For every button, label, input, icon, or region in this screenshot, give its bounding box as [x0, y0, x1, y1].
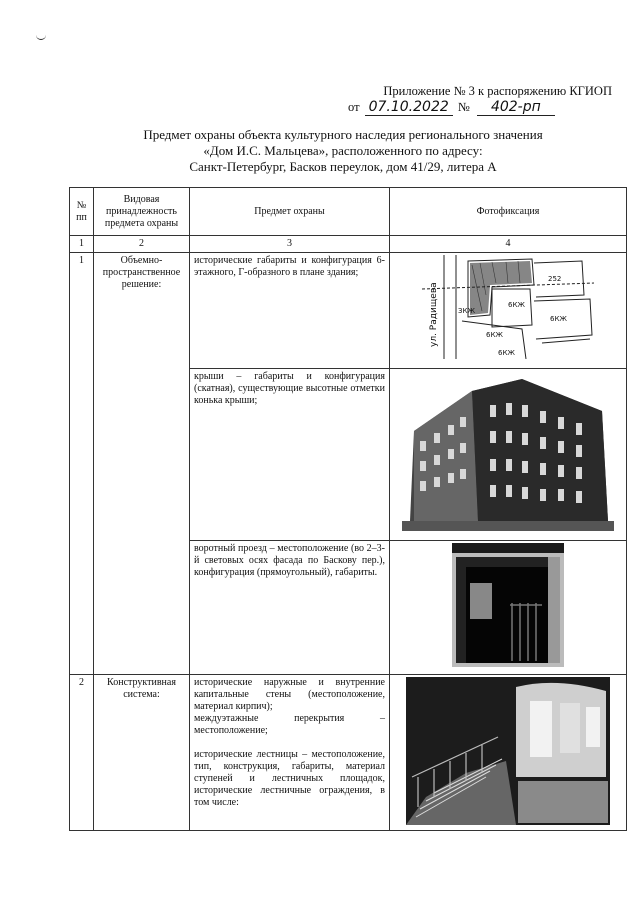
photo-cell-gateway [390, 541, 627, 675]
gateway-photo [452, 543, 564, 667]
map-plot-code: ЗКЖ [458, 307, 475, 315]
column-number: 3 [190, 236, 390, 253]
header-type: Видовая принадлежность предмета охраны [94, 188, 190, 236]
subject-item: исторические габариты и конфигурация 6-этажного, Г-образного в плане здания; [190, 253, 390, 369]
photo-cell-roof [390, 369, 627, 541]
column-number: 1 [70, 236, 94, 253]
photo-cell-staircase [390, 675, 627, 831]
photo-cell-plan [390, 253, 627, 369]
subject-item: междуэтажные перекрытия – местоположение; [194, 713, 385, 736]
subject-items-cell [190, 675, 390, 831]
order-line [348, 99, 608, 116]
map-plot-code: 6КЖ [508, 301, 525, 309]
staircase-photo [406, 677, 610, 825]
subject-item: исторические лестницы – местоположение, тип, конструкция, габариты, материал ступеней и лестничных площадок, исторические лестничные ограждения, в том числе: [194, 749, 385, 808]
order-date: 07.10.2022 [365, 99, 453, 116]
building-facade-photo [402, 371, 614, 531]
order-from-label: от [348, 100, 360, 114]
map-plot-code: 6КЖ [550, 315, 567, 323]
row-number: 2 [70, 675, 94, 831]
subject-item: исторические наружные и внутренние капитальные стены (местоположение, материал кирпич); [194, 677, 385, 712]
title-line-1: Предмет охраны объекта культурного наследия регионального значения [143, 127, 543, 142]
header-subject: Предмет охраны [190, 188, 390, 236]
header-photo: Фотофиксация [390, 188, 627, 236]
order-number: 402-рп [477, 99, 555, 116]
appendix-label: Приложение № 3 к распоряжению КГИОП [383, 84, 612, 98]
title-line-3: Санкт-Петербург, Басков переулок, дом 41/29, литера А [189, 159, 497, 174]
table-row [70, 675, 627, 831]
row-type: Объемно-пространственное решение: [94, 253, 190, 675]
map-street-label: ул. Радищева [429, 282, 439, 347]
column-number: 2 [94, 236, 190, 253]
handwritten-mark [36, 34, 46, 40]
subject-item: воротный проезд – местоположение (во 2–3-й световых осях фасада по Баскову пер.), конфигурация (прямоугольный), габариты. [190, 541, 390, 675]
column-number-row [70, 236, 627, 253]
row-type: Конструктивная система: [94, 675, 190, 831]
header-num: № пп [70, 188, 94, 236]
protection-subject-table [69, 187, 627, 831]
document-title [100, 127, 586, 175]
row-number: 1 [70, 253, 94, 675]
site-plan-image [422, 255, 594, 359]
title-line-2: «Дом И.С. Мальцева», расположенного по адресу: [203, 143, 483, 158]
subject-item: крыши – габариты и конфигурация (скатная), существующие высотные отметки конька крыши; [190, 369, 390, 541]
table-header-row [70, 188, 627, 236]
map-plot-code: 6КЖ [486, 331, 503, 339]
table-row [70, 253, 627, 369]
map-plot-code: 6КЖ [498, 349, 515, 357]
order-number-label: № [457, 100, 470, 114]
map-plot-code: 252 [548, 275, 562, 283]
column-number: 4 [390, 236, 627, 253]
